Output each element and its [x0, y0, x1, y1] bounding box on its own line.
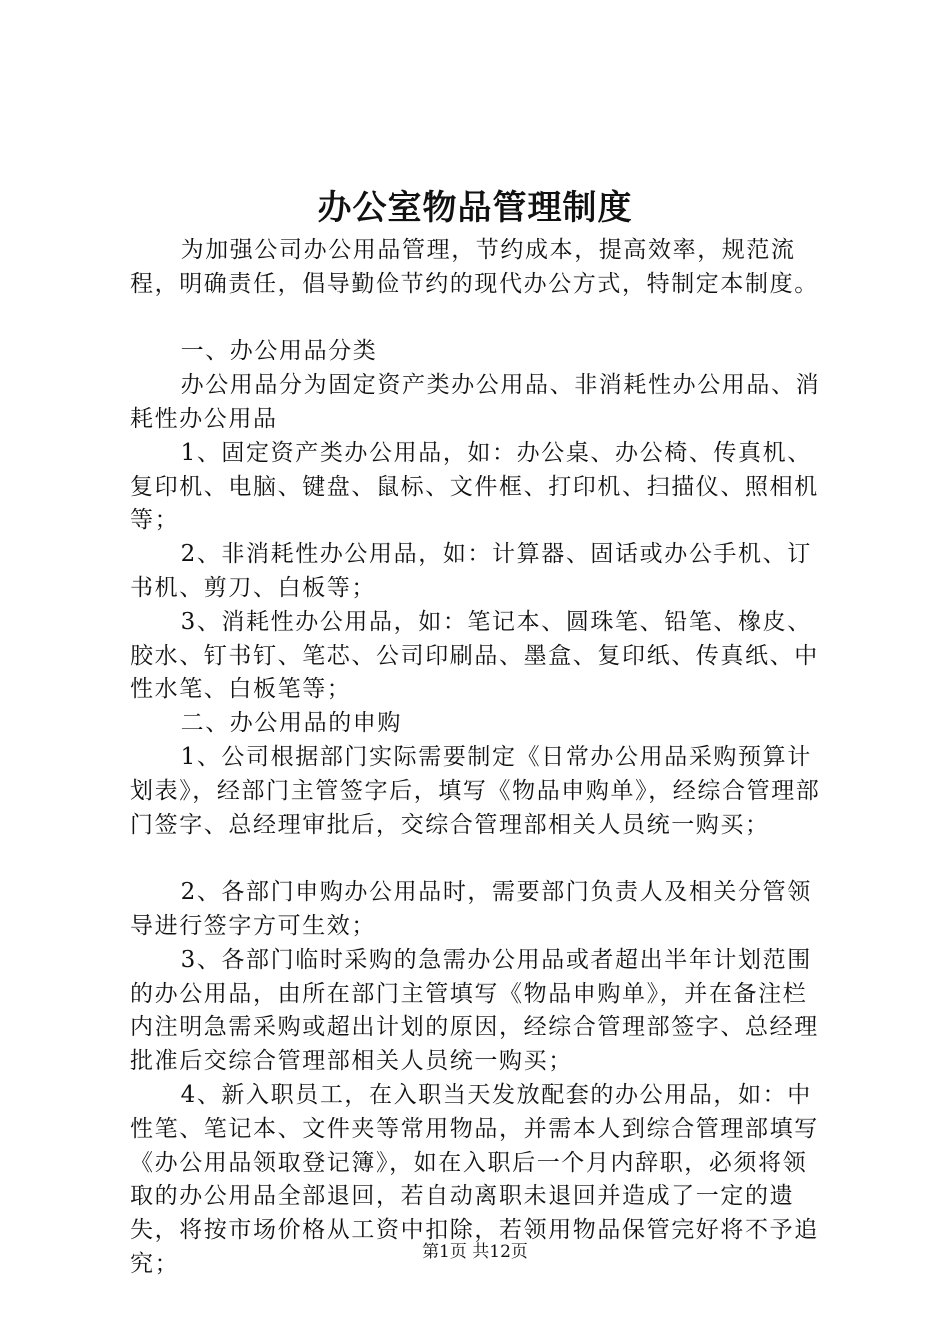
purchase-item-4: 4、新入职员工，在入职当天发放配套的办公用品，如：中性笔、笔记本、文件夹等常用物品，并需本人到综合管理部填写《办公用品领取登记簿》，如在入职后一个月内辞职，必须将领取的办公用品全部退回，若自动离职未退回并造成了一定的遗失，将按市场价格从工资中扣除，若领用物品保管完好将不予追究； — [130, 1081, 819, 1277]
intro-paragraph: 为加强公司办公用品管理，节约成本，提高效率，规范流程，明确责任，倡导勤俭节约的现代办公方式，特制定本制度。 — [130, 237, 819, 297]
blank-line — [130, 302, 830, 336]
section-heading-purchase: 二、办公用品的申购 — [180, 710, 402, 737]
purchase-item-3: 3、各部门临时采购的急需办公用品或者超出半年计划范围的办公用品，由所在部门主管填写《物品申购单》，并在备注栏内注明急需采购或超出计划的原因，经综合管理部签字、总经理批准后交综合管理部相关人员统一购买； — [130, 946, 819, 1075]
document-body — [130, 234, 830, 1282]
fixed-assets-item: 1、固定资产类办公用品，如：办公桌、办公椅、传真机、复印机、电脑、键盘、鼠标、文件框、打印机、扫描仪、照相机等； — [130, 439, 819, 534]
page-number: 第1页 共12页 — [422, 1242, 528, 1262]
blank-line — [130, 842, 830, 876]
section-heading-categories: 一、办公用品分类 — [180, 338, 378, 365]
categories-paragraph: 办公用品分为固定资产类办公用品、非消耗性办公用品、消耗性办公用品 — [130, 372, 821, 432]
purchase-item-1: 1、公司根据部门实际需要制定《日常办公用品采购预算计划表》，经部门主管签字后，填写《物品申购单》，经综合管理部门签字、总经理审批后，交综合管理部相关人员统一购买； — [130, 743, 821, 838]
non-consumable-item: 2、非消耗性办公用品，如：计算器、固话或办公手机、订书机、剪刀、白板等； — [130, 541, 812, 601]
consumable-item: 3、消耗性办公用品，如：笔记本、圆珠笔、铅笔、橡皮、胶水、钉书钉、笔芯、公司印刷品、墨盒、复印纸、传真纸、中性水笔、白板笔等； — [130, 608, 819, 703]
document-title: 办公室物品管理制度 — [317, 188, 633, 228]
purchase-item-2: 2、各部门申购办公用品时，需要部门负责人及相关分管领导进行签字方可生效； — [130, 879, 812, 939]
